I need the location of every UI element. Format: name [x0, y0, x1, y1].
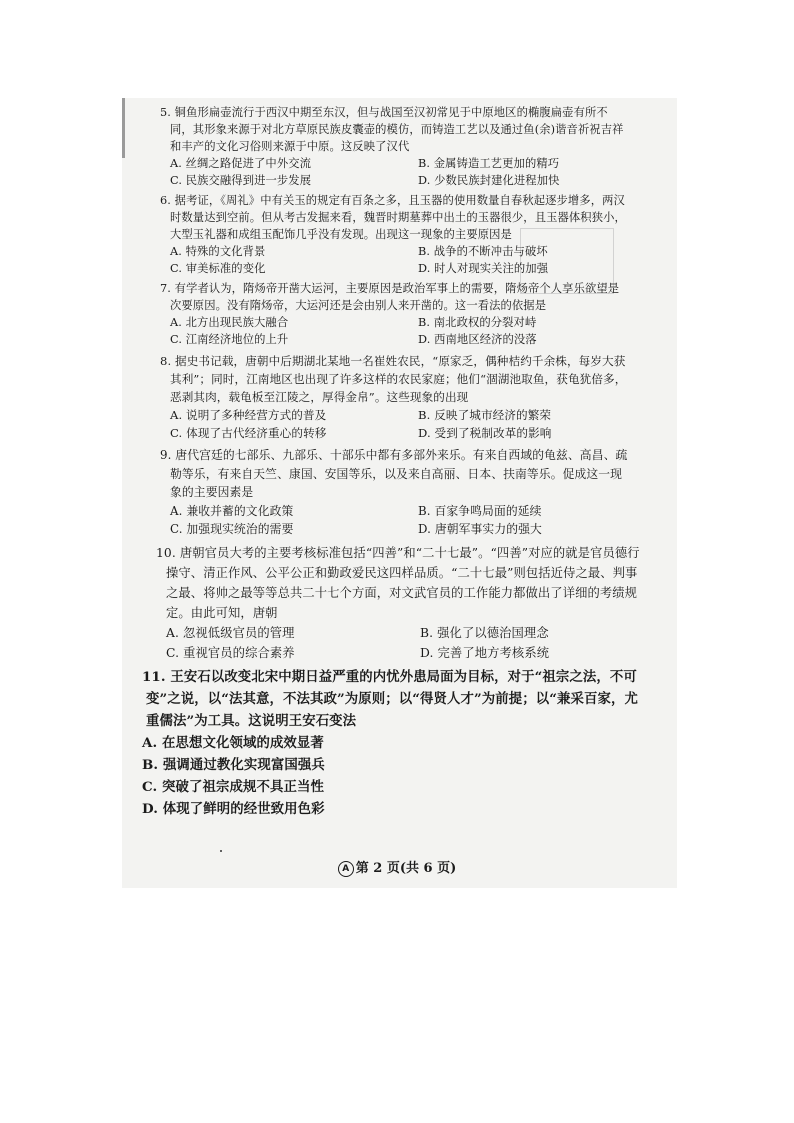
option-d: D. 完善了地方考核系统 — [420, 645, 550, 660]
question-stem: 7. 有学者认为，隋炀帝开凿大运河，主要原因是政治军事上的需要，隋炀帝个人享乐欲望是次要原因。没有隋炀帝，大运河还是会由别人来开凿的。这一看法的依据是 — [160, 282, 620, 312]
option-grid — [160, 406, 630, 442]
option-b: B. 战争的不断冲击与破坏 — [418, 245, 548, 258]
question-stem: 10. 唐朝官员大考的主要考核标准包括“四善”和“二十七最”。“四善”对应的就是官员德行操守、清正作风、公平公正和勤政爱民这四样品质。“二十七最”则包括近侍之最、判事之最、将帅之最等等总共二十七个方面，对文武官员的工作能力都做出了详细的考绩规定。由此可知，唐朝 — [156, 545, 640, 620]
option-a: A. 在思想文化领域的成效显著 — [142, 734, 324, 751]
ink-dot — [220, 850, 222, 852]
option-d: D. 受到了税制改革的影响 — [418, 426, 552, 440]
question-stem: 6. 据考证，《周礼》中有关玉的规定有百条之多，且玉器的使用数量自春秋起逐步增多，两汉时数量达到空前。但从考古发掘来看，魏晋时期墓葬中出土的玉器很少，且玉器体积狭小，大型玉礼器和成组玉配饰几乎没有发现。出现这一现象的主要原因是 — [160, 194, 626, 241]
question-stem: 8. 据史书记载，唐朝中后期湖北某地一名崔姓农民，“原家乏，偶种桔约千余株，每岁大获其利”；同时，江南地区也出现了许多这样的农民家庭；他们“涸湖池取鱼，获龟犹倍多，恶剥其肉，载龟板至江陵之，厚得金帛”。这些现象的出现 — [160, 354, 627, 404]
page-footer — [0, 857, 794, 877]
question-6 — [160, 192, 630, 277]
question-8 — [160, 352, 630, 442]
option-c: C. 加强现实统治的需要 — [170, 522, 294, 536]
option-grid — [160, 243, 630, 277]
option-c: C. 民族交融得到进一步发展 — [170, 174, 312, 187]
question-5 — [160, 104, 630, 189]
option-d: D. 唐朝军事实力的强大 — [418, 522, 542, 536]
option-d: D. 体现了鲜明的经世致用色彩 — [142, 800, 325, 817]
question-list — [142, 100, 640, 820]
option-d: D. 时人对现实关注的加强 — [418, 262, 549, 275]
option-c: C. 审美标准的变化 — [170, 262, 266, 275]
option-a: A. 特殊的文化背景 — [170, 245, 266, 258]
option-b: B. 南北政权的分裂对峙 — [418, 316, 537, 329]
question-stem: 11. 王安石以改变北宋中期日益严重的内忧外患局面为目标，对于“祖宗之法，不可变”之说，以“法其意，不法其政”为原则；以“得贤人才”为前提；以“兼采百家，尤重儒法”为工具。这说明王安石变法 — [142, 668, 639, 729]
option-c: C. 突破了祖宗成规不具正当性 — [142, 778, 324, 795]
option-c: C. 江南经济地位的上升 — [170, 333, 289, 346]
question-11 — [142, 666, 647, 820]
option-grid — [156, 623, 640, 663]
option-b: B. 反映了城市经济的繁荣 — [418, 408, 552, 422]
option-c: C. 重视官员的综合素养 — [166, 645, 295, 660]
question-stem: 9. 唐代宫廷的七部乐、九部乐、十部乐中都有多部外来乐。有来自西域的龟兹、高昌、疏勒等乐，有来自天竺、康国、安国等乐，以及来自高丽、日本、扶南等乐。促成这一现象的主要因素是 — [160, 448, 628, 499]
option-b: B. 金属铸造工艺更加的精巧 — [418, 157, 560, 170]
option-b: B. 百家争鸣局面的延续 — [418, 503, 542, 518]
option-d: D. 西南地区经济的没落 — [418, 333, 537, 346]
paper-version-mark: A — [338, 861, 354, 877]
option-a: A. 北方出现民族大融合 — [170, 316, 289, 329]
option-b: B. 强调通过教化实现富国强兵 — [142, 756, 325, 773]
option-c: C. 体现了古代经济重心的转移 — [170, 426, 327, 440]
question-stem: 5. 铜鱼形扁壶流行于西汉中期至东汉，但与战国至汉初常见于中原地区的椭腹扁壶有所不同，其形象来源于对北方草原民族皮囊壶的模仿，而铸造工艺以及通过鱼(余)谐音祈祝吉祥和丰产的文化习俗则来源于中原。这反映了汉代 — [160, 106, 624, 153]
question-10 — [156, 543, 640, 663]
option-b: B. 强化了以德治国理念 — [420, 625, 549, 640]
question-9 — [160, 446, 630, 539]
option-grid — [160, 155, 630, 189]
paper-edge — [122, 98, 125, 158]
option-grid — [160, 502, 630, 539]
option-a: A. 说明了多种经营方式的普及 — [170, 408, 327, 422]
option-a: A. 兼收并蓄的文化政策 — [170, 503, 294, 518]
page-number: 第 2 页(共 6 页) — [355, 861, 457, 876]
option-a: A. 丝绸之路促进了中外交流 — [170, 157, 312, 170]
option-grid — [160, 314, 630, 348]
question-7 — [160, 280, 630, 348]
option-d: D. 少数民族封建化进程加快 — [418, 174, 560, 187]
option-a: A. 忽视低级官员的管理 — [166, 625, 295, 640]
